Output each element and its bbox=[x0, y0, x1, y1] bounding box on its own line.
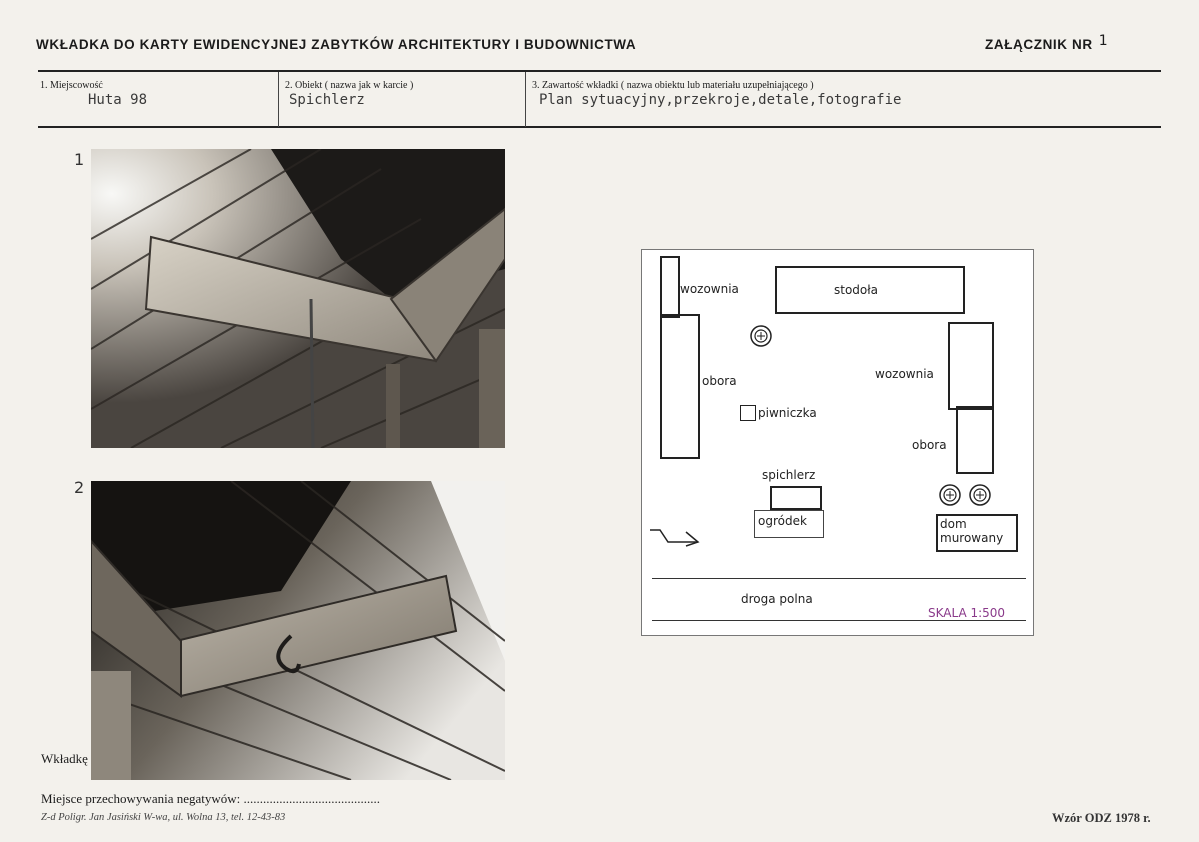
field-object-value: Spichlerz bbox=[289, 92, 365, 108]
label-ogrodek: ogródek bbox=[758, 514, 807, 528]
photo-1-number: 1 bbox=[74, 150, 85, 169]
label-dom-murowany bbox=[940, 517, 1003, 545]
form-title: WKŁADKA DO KARTY EWIDENCYJNEJ ZABYTKÓW ARCHITEKTURY I BUDOWNICTWA bbox=[36, 37, 637, 52]
field-content-label: 3. Zawartość wkładki ( nazwa obiektu lub materiału uzupełniającego ) bbox=[532, 80, 814, 91]
label-dom-line2: murowany bbox=[940, 531, 1004, 545]
printer-info: Z-d Poligr. Jan Jasiński W-wa, ul. Wolna 13, tel. 12-43-83 bbox=[41, 812, 286, 823]
label-obora-left: obora bbox=[702, 374, 737, 388]
building-wozownia-right bbox=[948, 322, 994, 410]
label-wozownia-right: wozownia bbox=[875, 367, 934, 381]
label-dom-line1: dom bbox=[940, 517, 967, 531]
north-arrow-icon bbox=[648, 526, 702, 548]
site-plan bbox=[641, 249, 1034, 636]
photo-2-image bbox=[91, 481, 505, 780]
negatives-location: Miejsce przechowywania negatywów: .......................................... bbox=[41, 791, 381, 806]
label-obora-right: obora bbox=[912, 438, 947, 452]
wells-icon bbox=[938, 482, 996, 508]
attachment-label-text: ZAŁĄCZNIK NR bbox=[985, 37, 1093, 52]
photo-1-image bbox=[91, 149, 505, 448]
building-obora-left bbox=[660, 314, 700, 459]
header-rule-top bbox=[38, 70, 1161, 72]
attachment-label bbox=[985, 33, 1109, 53]
building-piwniczka bbox=[740, 405, 756, 421]
label-piwniczka: piwniczka bbox=[758, 406, 817, 420]
photo-2 bbox=[91, 481, 505, 780]
label-wozownia-left: wozownia bbox=[680, 282, 739, 296]
label-road: droga polna bbox=[741, 592, 813, 606]
building-obora-right bbox=[956, 406, 994, 474]
field-locality-value: Huta 98 bbox=[88, 92, 148, 108]
road-line-bottom bbox=[652, 620, 1026, 621]
well-icon bbox=[749, 324, 773, 348]
road-line-top bbox=[652, 578, 1026, 579]
field-locality-label: 1. Miejscowość bbox=[40, 80, 103, 91]
field-divider-2 bbox=[525, 72, 526, 127]
insert-label: Wkładkę bbox=[41, 751, 88, 766]
label-stodola: stodoła bbox=[834, 283, 879, 297]
building-wozownia-left bbox=[660, 256, 680, 318]
form-model: Wzór ODZ 1978 r. bbox=[1052, 811, 1151, 825]
label-spichlerz: spichlerz bbox=[762, 468, 816, 482]
photo-2-number: 2 bbox=[74, 478, 85, 497]
field-content-value: Plan sytuacyjny,przekroje,detale,fotografie bbox=[539, 92, 902, 108]
photo-1 bbox=[91, 149, 505, 448]
field-object-label: 2. Obiekt ( nazwa jak w karcie ) bbox=[285, 80, 414, 91]
field-divider-1 bbox=[278, 72, 279, 127]
plan-scale: SKALA 1:500 bbox=[928, 606, 1006, 620]
header-rule-bottom bbox=[38, 126, 1161, 128]
building-spichlerz bbox=[770, 486, 822, 510]
attachment-number: 1 bbox=[1098, 33, 1109, 49]
